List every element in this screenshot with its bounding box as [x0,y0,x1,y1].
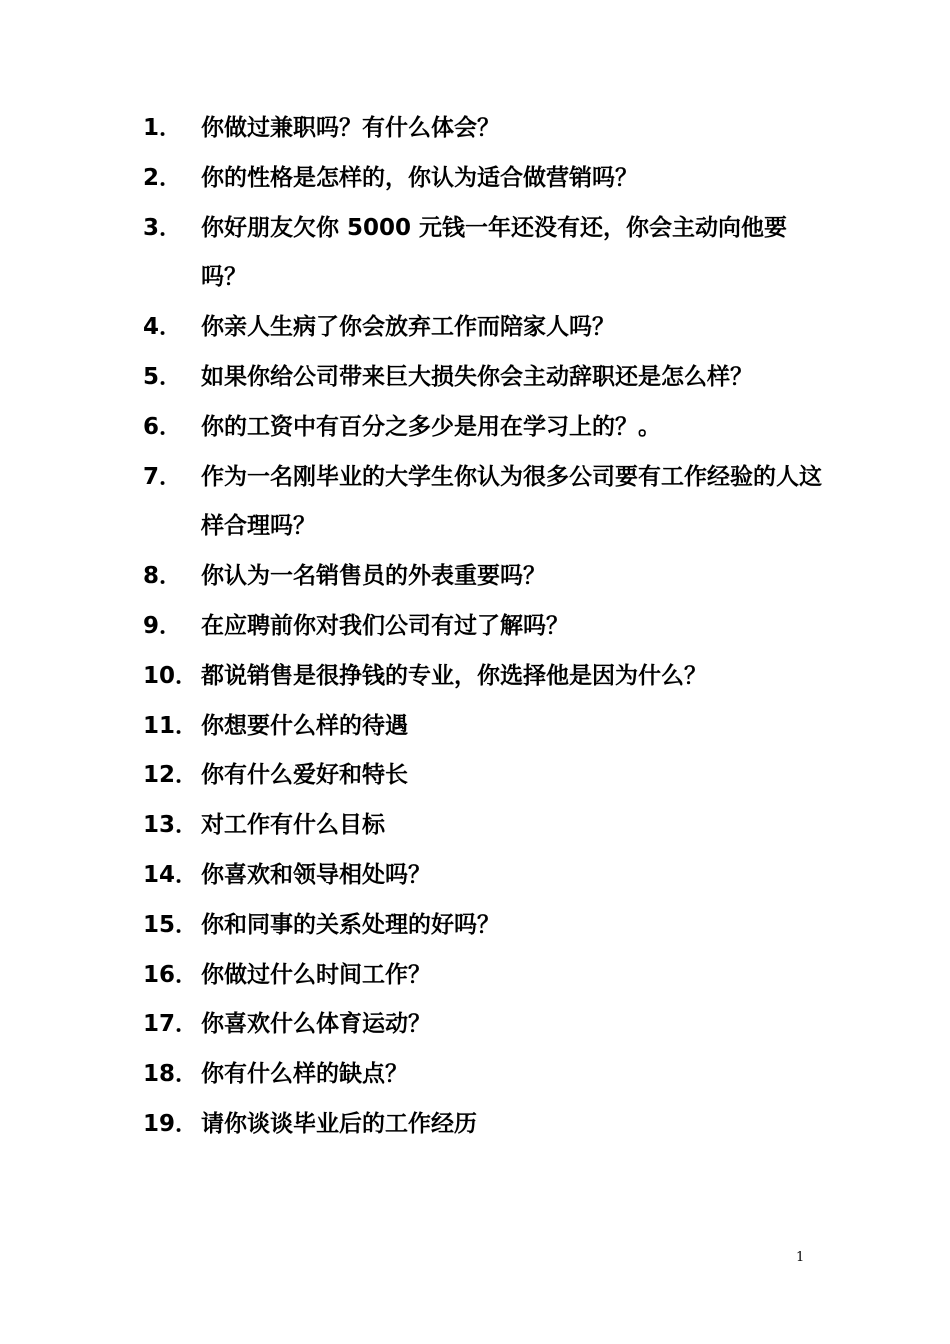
question-item [143,901,823,951]
question-number: 5． [143,363,183,390]
question-item [143,453,823,553]
question-text: 你有什么样的缺点？ [201,1061,408,1088]
page-number: 1 [796,1250,805,1265]
question-number: 15． [143,911,199,938]
question-item [143,951,823,1001]
question-text: 你喜欢和领导相处吗？ [201,861,431,888]
question-number: 8． [143,563,183,590]
question-item [143,801,823,851]
question-number: 7． [143,463,183,490]
question-item [143,602,823,652]
question-number: 12． [143,762,199,789]
question-item [143,751,823,801]
question-number: 9． [143,612,183,639]
question-text: 请你谈谈毕业后的工作经历 [201,1110,477,1137]
question-text: 你的工资中有百分之多少是用在学习上的？。 [201,413,661,440]
question-number: 14． [143,861,199,888]
question-text: 你有什么爱好和特长 [201,762,408,789]
question-item [143,1050,823,1100]
question-text: 你的性格是怎样的，你认为适合做营销吗？ [201,164,638,191]
question-text: 都说销售是很挣钱的专业，你选择他是因为什么？ [201,662,707,689]
question-item [143,552,823,602]
question-item [143,1000,823,1050]
question-text: 你做过什么时间工作？ [201,961,431,988]
question-text: 在应聘前你对我们公司有过了解吗？ [201,612,569,639]
question-number: 17． [143,1011,199,1038]
question-text: 你想要什么样的待遇 [201,712,408,739]
question-text: 作为一名刚毕业的大学生你认为很多公司要有工作经验的人这样合理吗？ [201,463,822,540]
question-number: 3． [143,214,183,241]
question-number: 2． [143,164,183,191]
question-number: 1． [143,115,183,141]
question-item [143,403,823,453]
question-item [143,303,823,353]
question-text: 如果你给公司带来巨大损失你会主动辞职还是怎么样？ [201,363,753,390]
question-number: 16． [143,961,199,988]
question-item [143,851,823,901]
question-text: 你和同事的关系处理的好吗？ [201,911,500,938]
question-text: 你做过兼职吗？有什么体会？ [201,115,500,141]
question-number: 11． [143,712,199,739]
question-item [143,702,823,752]
question-text: 你喜欢什么体育运动？ [201,1011,431,1038]
question-number: 4． [143,314,183,341]
question-item [143,652,823,702]
question-item [143,204,823,304]
question-text: 你好朋友欠你 5000 元钱一年还没有还，你会主动向他要吗？ [201,214,788,291]
question-item [143,154,823,204]
question-number: 6． [143,413,183,440]
question-item [143,104,823,154]
question-number: 19． [143,1110,199,1137]
question-item [143,353,823,403]
question-item [143,1100,823,1150]
question-text: 你亲人生病了你会放弃工作而陪家人吗？ [201,314,615,341]
question-number: 10． [143,662,199,689]
question-text: 对工作有什么目标 [201,812,385,839]
question-number: 13． [143,812,199,839]
question-number: 18． [143,1061,199,1088]
question-list [143,104,823,1150]
question-text: 你认为一名销售员的外表重要吗？ [201,563,546,590]
